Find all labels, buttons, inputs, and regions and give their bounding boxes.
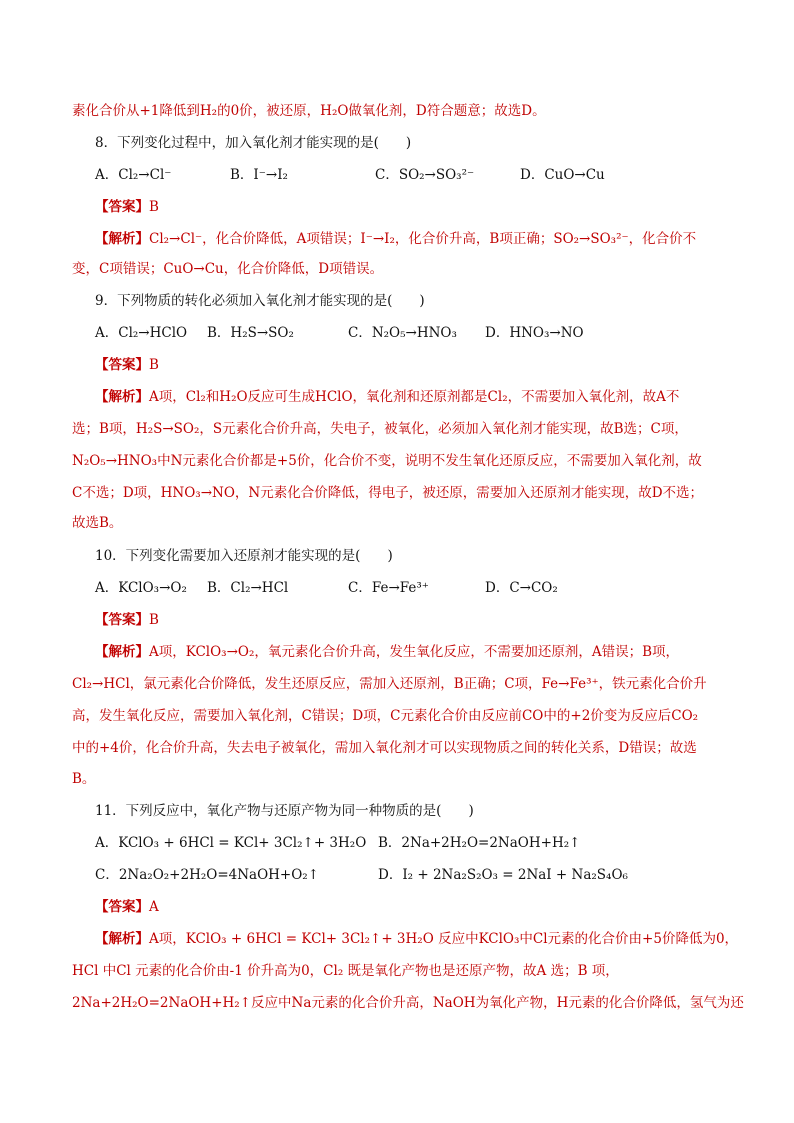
answer-label: 【答案】 <box>95 357 149 373</box>
question-11-options-row-2 <box>95 864 732 886</box>
option-a: A．KClO₃ + 6HCl = KCl+ 3Cl₂↑+ 3H₂O <box>95 835 367 851</box>
analysis-label: 【解析】 <box>95 931 149 947</box>
analysis-11-line-1 <box>95 928 739 950</box>
analysis-label: 【解析】 <box>95 231 149 247</box>
option-a: A．Cl₂→HClO <box>95 325 188 341</box>
option-b: B．I⁻→I₂ <box>230 167 288 183</box>
analysis-9-line-2: 选；B项，H₂S→SO₂，S元素化合价升高，失电子，被氧化，必须加入氧化剂才能实现，故B选；C项， <box>72 421 688 437</box>
analysis-label: 【解析】 <box>95 644 149 660</box>
analysis-10-line-3: 高，发生氧化反应，需要加入氧化剂，C错误；D项，C元素化合价由反应前CO中的+2价变为反应后CO₂ <box>72 708 699 724</box>
analysis-9-line-4: C不选；D项，HNO₃→NO，N元素化合价降低，得电子，被还原，需要加入还原剂才能实现，故D不选； <box>72 485 704 501</box>
analysis-10-line-2: Cl₂→HCl，氯元素化合价降低，发生还原反应，需加入还原剂，B正确；C项，Fe→Fe³⁺，铁元素化合价升 <box>72 676 707 692</box>
question-9: 9．下列物质的转化必须加入氧化剂才能实现的是( ) <box>95 293 425 309</box>
option-d: D．I₂ + 2Na₂S₂O₃ = 2NaI + Na₂S₄O₆ <box>378 867 628 883</box>
answer-9 <box>95 354 732 376</box>
answer-label: 【答案】 <box>95 612 149 628</box>
analysis-8-line-1 <box>95 228 732 250</box>
option-a: A．Cl₂→Cl⁻ <box>95 167 172 183</box>
answer-value: B <box>149 357 159 373</box>
answer-11 <box>95 896 732 918</box>
option-d: D．CuO→Cu <box>520 167 605 183</box>
option-c: C．Fe→Fe³⁺ <box>348 580 429 596</box>
question-8: 8．下列变化过程中，加入氧化剂才能实现的是( ) <box>95 135 412 151</box>
analysis-text: Cl₂→Cl⁻，化合价降低，A项错误；I⁻→I₂，化合价升高，B项正确；SO₂→SO₃²⁻，化合价不 <box>149 231 697 247</box>
answer-value: B <box>149 199 159 215</box>
option-d: D．C→CO₂ <box>485 580 558 596</box>
answer-10 <box>95 609 732 631</box>
option-a: A．KClO₃→O₂ <box>95 580 187 596</box>
analysis-text: A项，Cl₂和H₂O反应可生成HClO，氧化剂和还原剂都是Cl₂，不需要加入氧化剂，故A不 <box>149 389 680 405</box>
analysis-9-line-1 <box>95 386 732 408</box>
option-d: D．HNO₃→NO <box>485 325 584 341</box>
question-8-options <box>95 164 732 186</box>
option-b: B．2Na+2H₂O=2NaOH+H₂↑ <box>378 835 581 851</box>
answer-8 <box>95 196 732 218</box>
option-c: C．2Na₂O₂+2H₂O=4NaOH+O₂↑ <box>95 867 320 883</box>
question-9-options <box>95 322 732 344</box>
analysis-label: 【解析】 <box>95 389 149 405</box>
answer-value: B <box>149 612 159 628</box>
analysis-10-line-4: 中的+4价，化合价升高，失去电子被氧化，需加入氧化剂才可以实现物质之间的转化关系，D错误；故选 <box>72 740 697 756</box>
answer-value: A <box>149 899 159 915</box>
option-c: C．SO₂→SO₃²⁻ <box>375 167 475 183</box>
question-11-options-row-1 <box>95 832 732 854</box>
question-10-options <box>95 577 732 599</box>
analysis-8-line-2: 变，C项错误；CuO→Cu，化合价降低，D项错误。 <box>72 261 384 277</box>
analysis-11-line-2: HCl 中Cl 元素的化合价由-1 价升高为0，Cl₂ 既是氧化产物也是还原产物，故A 选；B 项， <box>72 963 619 979</box>
option-c: C．N₂O₅→HNO₃ <box>348 325 457 341</box>
answer-label: 【答案】 <box>95 899 149 915</box>
option-b: B．H₂S→SO₂ <box>207 325 294 341</box>
analysis-10-line-1 <box>95 641 732 663</box>
analysis-9-line-3: N₂O₅→HNO₃中N元素化合价都是+5价，化合价不变，说明不发生氧化还原反应，不需要加入氧化剂，故 <box>72 453 702 469</box>
analysis-text: A项，KClO₃→O₂，氧元素化合价升高，发生氧化反应，不需要加还原剂，A错误；B项， <box>149 644 680 660</box>
analysis-text: A项，KClO₃ + 6HCl = KCl+ 3Cl₂↑+ 3H₂O 反应中KClO₃中Cl元素的化合价由+5价降低为0， <box>149 931 739 947</box>
question-11: 11．下列反应中，氧化产物与还原产物为同一种物质的是( ) <box>95 803 474 819</box>
analysis-10-line-5: B。 <box>72 771 96 787</box>
analysis-11-line-3: 2Na+2H₂O=2NaOH+H₂↑反应中Na元素的化合价升高，NaOH为氧化产物，H元素的化合价降低，氢气为还 <box>72 995 744 1011</box>
option-b: B．Cl₂→HCl <box>207 580 289 596</box>
analysis-9-line-5: 故选B。 <box>72 515 123 531</box>
text-line: 素化合价从+1降低到H₂的0价，被还原，H₂O做氧化剂，D符合题意；故选D。 <box>72 103 546 119</box>
question-10: 10．下列变化需要加入还原剂才能实现的是( ) <box>95 548 393 564</box>
answer-label: 【答案】 <box>95 199 149 215</box>
